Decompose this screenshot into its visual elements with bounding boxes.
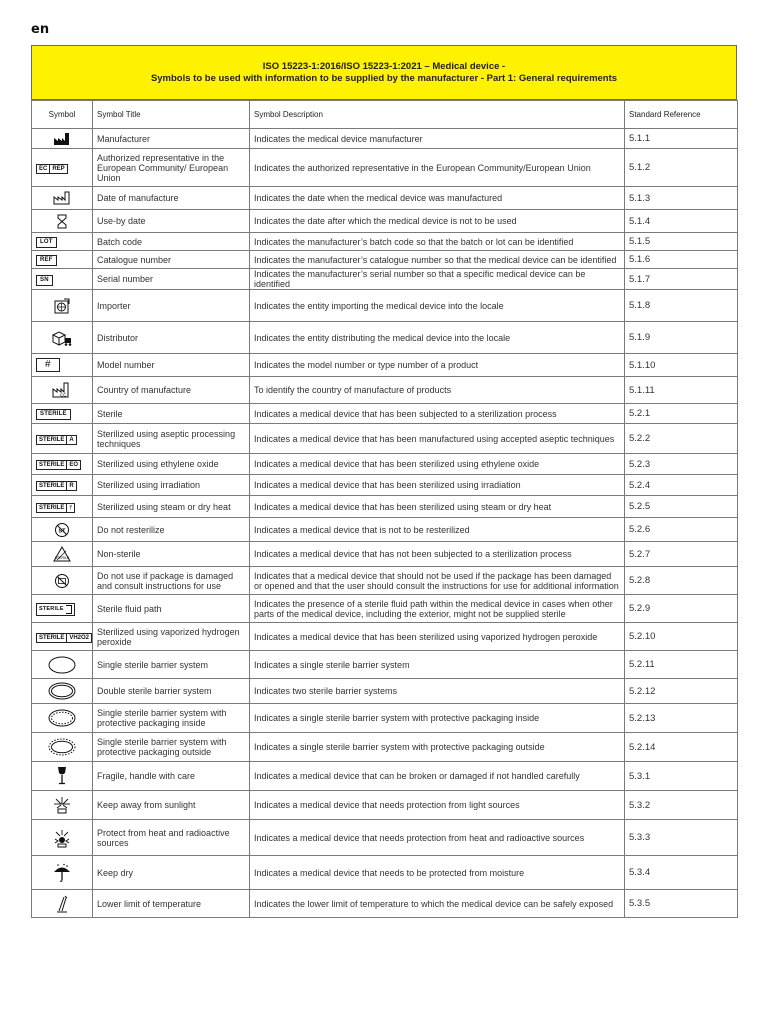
- standard-reference: 5.1.6: [625, 251, 738, 269]
- symbol-description: Indicates the medical device manufacturer: [250, 129, 625, 149]
- symbol-description: Indicates the model number or type number of a product: [250, 354, 625, 377]
- symbol-title: Sterile: [93, 404, 250, 424]
- sn-icon-glyph: SN: [36, 275, 53, 286]
- column-header-title: Symbol Title: [93, 101, 250, 129]
- ec-rep-icon-glyph: EC REP: [36, 164, 68, 174]
- table-row: [32, 454, 738, 475]
- symbol-description: Indicates a medical device that has been sterilized using ethylene oxide: [250, 454, 625, 475]
- table-row: [32, 210, 738, 233]
- symbol-description: Indicates the manufacturer’s batch code so that the batch or lot can be identified: [250, 233, 625, 251]
- symbol-description: Indicates a medical device that has been sterilized using irradiation: [250, 475, 625, 496]
- symbol-description: Indicates the authorized representative in the European Community/European Union: [250, 149, 625, 187]
- table-row: [32, 269, 738, 290]
- symbol-title: Sterilized using aseptic processing techniques: [93, 424, 250, 454]
- distributor-icon: [32, 322, 93, 354]
- header-line-1: ISO 15223-1:2016/ISO 15223-1:2021 – Medical device -: [262, 60, 506, 72]
- symbol-title: Manufacturer: [93, 129, 250, 149]
- table-row: [32, 856, 738, 890]
- symbol-title: Sterilized using irradiation: [93, 475, 250, 496]
- symbol-description: Indicates a medical device that has been subjected to a sterilization process: [250, 404, 625, 424]
- sterile-icon-glyph: STERILE: [36, 409, 71, 420]
- svg-text:CC: CC: [60, 392, 67, 398]
- table-row: [32, 542, 738, 567]
- standard-reference: 5.2.6: [625, 518, 738, 542]
- column-header-symbol: Symbol: [32, 101, 93, 129]
- standard-reference: 5.1.7: [625, 269, 738, 290]
- lot-icon: [32, 233, 93, 251]
- column-header-description: Symbol Description: [250, 101, 625, 129]
- symbol-title: Model number: [93, 354, 250, 377]
- table-row: [32, 129, 738, 149]
- symbol-title: Sterilized using steam or dry heat: [93, 496, 250, 518]
- symbol-title: Single sterile barrier system with protective packaging outside: [93, 733, 250, 762]
- keep-away-sunlight-icon: [32, 791, 93, 820]
- symbol-title: Sterilized using ethylene oxide: [93, 454, 250, 475]
- table-row: [32, 623, 738, 651]
- table-header-row: [32, 101, 738, 129]
- keep-dry-icon: [32, 856, 93, 890]
- symbol-description: Indicates two sterile barrier systems: [250, 679, 625, 704]
- symbol-title: Distributor: [93, 322, 250, 354]
- table-row: [32, 890, 738, 918]
- sterile-vh2o2-icon-glyph: STERILE VH2O2: [36, 633, 92, 643]
- svg-text:ST: ST: [58, 528, 66, 534]
- sterile-r-icon-glyph: STERILE R: [36, 481, 77, 491]
- non-sterile-icon: [32, 542, 93, 567]
- table-row: [32, 149, 738, 187]
- standard-reference: 5.2.2: [625, 424, 738, 454]
- model-number-icon: [32, 354, 93, 377]
- sn-icon: [32, 269, 93, 290]
- table-row: [32, 251, 738, 269]
- sterile-fluid-path-glyph: STERILE: [36, 603, 75, 616]
- symbol-description: Indicates a medical device that has been sterilized using steam or dry heat: [250, 496, 625, 518]
- symbol-title: Single sterile barrier system: [93, 651, 250, 679]
- standard-reference: 5.2.10: [625, 623, 738, 651]
- symbol-title: Lower limit of temperature: [93, 890, 250, 918]
- symbol-title: Serial number: [93, 269, 250, 290]
- barrier-packaging-outside-icon: [32, 733, 93, 762]
- table-row: [32, 704, 738, 733]
- symbol-description: Indicates a medical device that has not been subjected to a sterilization process: [250, 542, 625, 567]
- column-header-reference: Standard Reference: [625, 101, 738, 129]
- do-not-use-damaged-icon: [32, 567, 93, 595]
- symbol-description: Indicates a single sterile barrier system with protective packaging outside: [250, 733, 625, 762]
- symbol-description: Indicates a medical device that needs protection from light sources: [250, 791, 625, 820]
- standard-reference: 5.2.4: [625, 475, 738, 496]
- symbol-title: Double sterile barrier system: [93, 679, 250, 704]
- standard-reference: 5.3.1: [625, 762, 738, 791]
- symbol-description: Indicates the manufacturer’s serial number so that a specific medical device can be identified: [250, 269, 625, 290]
- header-line-2: Symbols to be used with information to be supplied by the manufacturer - Part 1: General requirements: [150, 72, 618, 84]
- standard-reference: 5.1.11: [625, 377, 738, 404]
- table-row: [32, 290, 738, 322]
- document-header: [31, 45, 737, 100]
- standard-reference: 5.1.1: [625, 129, 738, 149]
- sterile-a-icon: [32, 424, 93, 454]
- hash-glyph: #: [36, 358, 60, 372]
- lot-icon-glyph: LOT: [36, 237, 57, 248]
- standard-reference: 5.1.2: [625, 149, 738, 187]
- ec-rep-icon: [32, 149, 93, 187]
- symbol-title: Single sterile barrier system with protective packaging inside: [93, 704, 250, 733]
- table-row: [32, 496, 738, 518]
- date-of-manufacture-icon: [32, 187, 93, 210]
- symbol-title: Country of manufacture: [93, 377, 250, 404]
- symbol-description: Indicates a medical device that has been manufactured using accepted aseptic techniques: [250, 424, 625, 454]
- factory-icon: [32, 129, 93, 149]
- symbol-title: Keep away from sunlight: [93, 791, 250, 820]
- table-row: [32, 733, 738, 762]
- sterile-steam-icon: [32, 496, 93, 518]
- symbol-title: Fragile, handle with care: [93, 762, 250, 791]
- table-row: [32, 595, 738, 623]
- symbol-title: Do not use if package is damaged and consult instructions for use: [93, 567, 250, 595]
- table-row: [32, 820, 738, 856]
- standard-reference: 5.3.3: [625, 820, 738, 856]
- symbol-description: Indicates the presence of a sterile fluid path within the medical device in cases when other parts of the medical device, including the exterior, might not be supplied sterile: [250, 595, 625, 623]
- standard-reference: 5.2.5: [625, 496, 738, 518]
- table-row: [32, 322, 738, 354]
- standard-reference: 5.1.9: [625, 322, 738, 354]
- standard-reference: 5.2.11: [625, 651, 738, 679]
- table-row: [32, 475, 738, 496]
- symbol-description: Indicates a medical device that needs to be protected from moisture: [250, 856, 625, 890]
- symbol-description: Indicates a medical device that needs protection from heat and radioactive sources: [250, 820, 625, 856]
- symbol-title: Do not resterilize: [93, 518, 250, 542]
- symbol-title: Importer: [93, 290, 250, 322]
- standard-reference: 5.2.14: [625, 733, 738, 762]
- standard-reference: 5.2.3: [625, 454, 738, 475]
- symbol-description: To identify the country of manufacture of products: [250, 377, 625, 404]
- language-code: en: [31, 22, 50, 37]
- symbol-description: Indicates the entity distributing the medical device into the locale: [250, 322, 625, 354]
- symbol-description: Indicates the date after which the medical device is not to be used: [250, 210, 625, 233]
- fragile-icon: [32, 762, 93, 791]
- symbol-title: Authorized representative in the European Community/ European Union: [93, 149, 250, 187]
- standard-reference: 5.3.4: [625, 856, 738, 890]
- sterile-steam-glyph: STERILE ⫯: [36, 503, 75, 513]
- table-row: [32, 679, 738, 704]
- symbol-title: Batch code: [93, 233, 250, 251]
- table-row: [32, 233, 738, 251]
- ref-icon-glyph: REF: [36, 255, 57, 266]
- symbols-table: [31, 100, 738, 918]
- symbol-title: Non-sterile: [93, 542, 250, 567]
- importer-icon: [32, 290, 93, 322]
- table-row: [32, 567, 738, 595]
- sterile-fluid-path-icon: [32, 595, 93, 623]
- table-row: [32, 424, 738, 454]
- standard-reference: 5.2.1: [625, 404, 738, 424]
- standard-reference: 5.2.8: [625, 567, 738, 595]
- symbol-description: Indicates a medical device that is not to be resterilized: [250, 518, 625, 542]
- standard-reference: 5.2.13: [625, 704, 738, 733]
- standard-reference: 5.1.8: [625, 290, 738, 322]
- standard-reference: 5.2.7: [625, 542, 738, 567]
- table-row: [32, 404, 738, 424]
- symbol-title: Sterile fluid path: [93, 595, 250, 623]
- symbol-description: Indicates a single sterile barrier system: [250, 651, 625, 679]
- symbol-description: Indicates a medical device that has been sterilized using vaporized hydrogen peroxide: [250, 623, 625, 651]
- table-row: [32, 354, 738, 377]
- symbol-description: Indicates the date when the medical device was manufactured: [250, 187, 625, 210]
- symbol-description: Indicates a medical device that can be broken or damaged if not handled carefully: [250, 762, 625, 791]
- symbol-description: Indicates a single sterile barrier system with protective packaging inside: [250, 704, 625, 733]
- symbol-title: Use-by date: [93, 210, 250, 233]
- symbol-description: Indicates the manufacturer’s catalogue number so that the medical device can be identified: [250, 251, 625, 269]
- hourglass-icon: [32, 210, 93, 233]
- table-row: [32, 762, 738, 791]
- symbol-description: Indicates the lower limit of temperature to which the medical device can be safely exposed: [250, 890, 625, 918]
- standard-reference: 5.1.3: [625, 187, 738, 210]
- sterile-a-icon-glyph: STERILE A: [36, 435, 77, 445]
- symbol-title: Sterilized using vaporized hydrogen peroxide: [93, 623, 250, 651]
- sterile-eo-icon-glyph: STERILE EO: [36, 460, 81, 470]
- sterile-r-icon: [32, 475, 93, 496]
- svg-text:STERILE: STERILE: [54, 556, 70, 560]
- lower-limit-temperature-icon: [32, 890, 93, 918]
- barrier-packaging-inside-icon: [32, 704, 93, 733]
- protect-heat-radioactive-icon: [32, 820, 93, 856]
- table-row: [32, 377, 738, 404]
- standard-reference: 5.2.9: [625, 595, 738, 623]
- sterile-eo-icon: [32, 454, 93, 475]
- standard-reference: 5.1.5: [625, 233, 738, 251]
- table-body: [32, 129, 738, 918]
- standard-reference: 5.3.2: [625, 791, 738, 820]
- country-of-manufacture-icon: [32, 377, 93, 404]
- table-row: [32, 791, 738, 820]
- standard-reference: 5.1.4: [625, 210, 738, 233]
- table-row: [32, 518, 738, 542]
- table-row: [32, 187, 738, 210]
- symbol-description: Indicates that a medical device that should not be used if the package has been damaged or opened and that the user should consult the instructions for use for additional information: [250, 567, 625, 595]
- sterile-vh2o2-icon: [32, 623, 93, 651]
- symbol-title: Keep dry: [93, 856, 250, 890]
- table-row: [32, 651, 738, 679]
- standard-reference: 5.3.5: [625, 890, 738, 918]
- symbol-title: Catalogue number: [93, 251, 250, 269]
- symbol-title: Date of manufacture: [93, 187, 250, 210]
- symbol-title: Protect from heat and radioactive sources: [93, 820, 250, 856]
- do-not-resterilize-icon: [32, 518, 93, 542]
- symbol-description: Indicates the entity importing the medical device into the locale: [250, 290, 625, 322]
- standard-reference: 5.1.10: [625, 354, 738, 377]
- standard-reference: 5.2.12: [625, 679, 738, 704]
- ref-icon: [32, 251, 93, 269]
- sterile-icon: [32, 404, 93, 424]
- single-barrier-icon: [32, 651, 93, 679]
- double-barrier-icon: [32, 679, 93, 704]
